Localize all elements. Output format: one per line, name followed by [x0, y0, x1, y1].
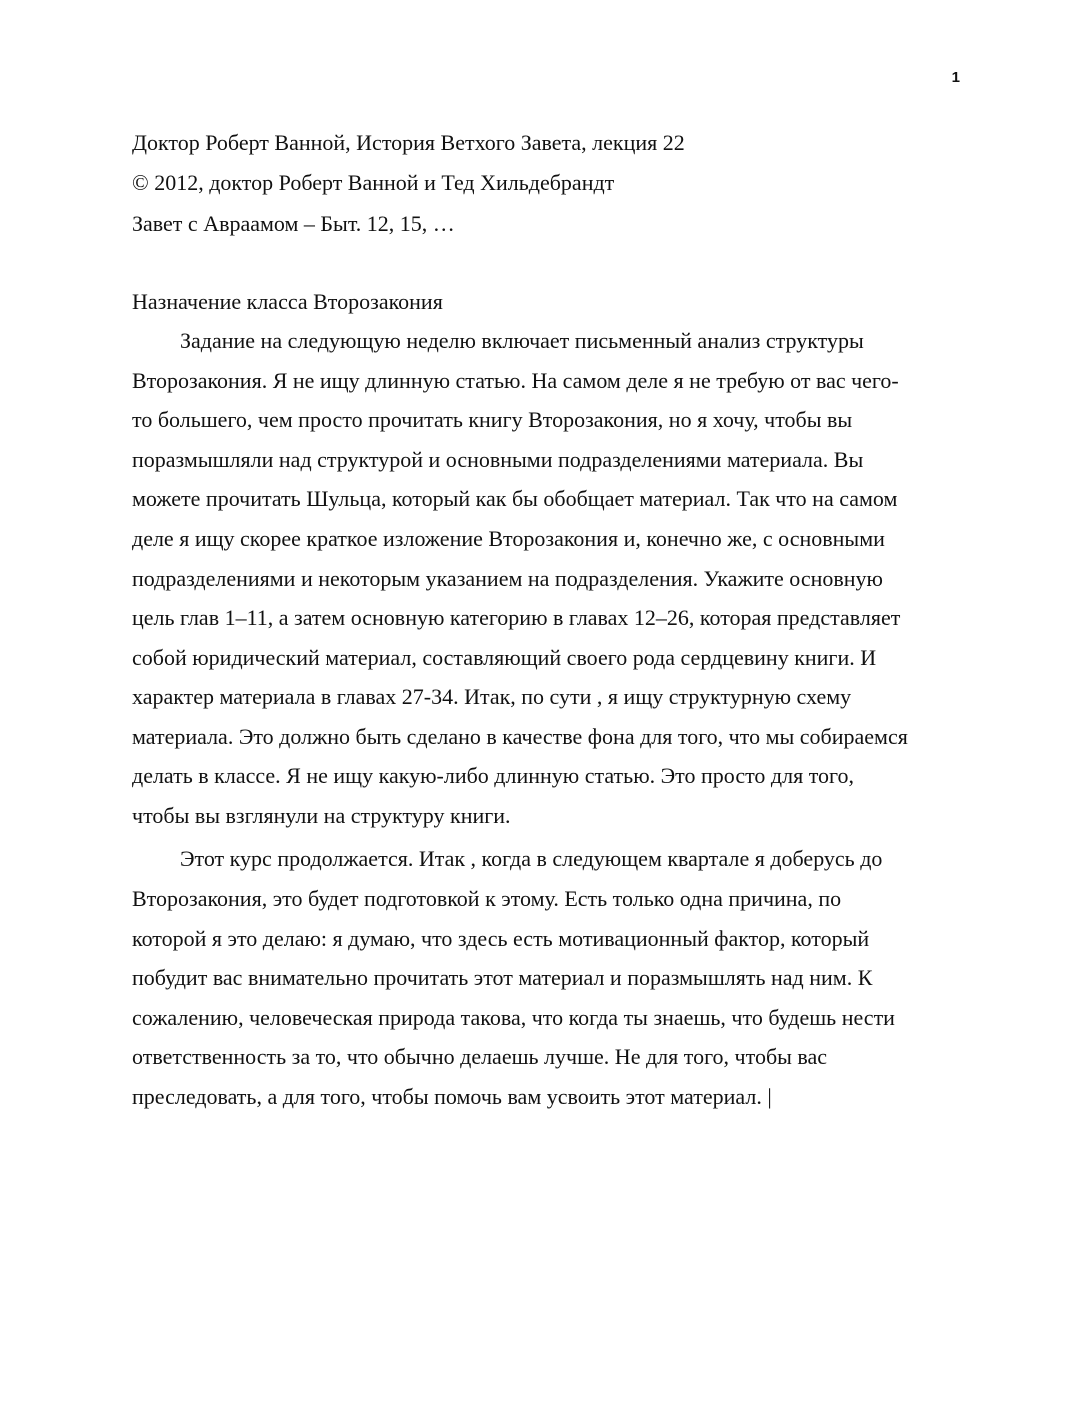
paragraph-line: то большего, чем просто прочитать книгу Второзакония, но я хочу, чтобы вы [132, 407, 853, 432]
paragraph-line: сожалению, человеческая природа такова, что когда ты знаешь, что будешь нести [132, 1005, 895, 1030]
paragraph-line: Второзакония. Я не ищу длинную статью. На самом деле я не требую от вас чего- [132, 368, 899, 393]
paragraph-line: делать в классе. Я не ищу какую-либо длинную статью. Это просто для того, [132, 763, 854, 788]
header-line-copyright: © 2012, доктор Роберт Ванной и Тед Хильдебрандт [132, 170, 615, 195]
paragraph-line: можете прочитать Шульца, который как бы обобщает материал. Так что на самом [132, 486, 898, 511]
paragraph-line: характер материала в главах 27-34. Итак, по сути , я ищу структурную схему [132, 684, 852, 709]
paragraph-line: подразделениями и некоторым указанием на подразделения. Укажите основную [132, 566, 883, 591]
paragraph-line: преследовать, а для того, чтобы помочь вам усвоить этот материал. | [132, 1084, 772, 1109]
page-number: 1 [951, 69, 960, 86]
paragraph-line: собой юридический материал, составляющий своего рода сердцевину книги. И [132, 645, 877, 670]
paragraph-line: материала. Это должно быть сделано в качестве фона для того, что мы собираемся [132, 724, 908, 749]
paragraph-line: Задание на следующую неделю включает письменный анализ структуры [180, 328, 864, 353]
paragraph-line: ответственность за то, что обычно делаешь лучше. Не для того, чтобы вас [132, 1044, 828, 1069]
paragraph-line: поразмышляли над структурой и основными подразделениями материала. Вы [132, 447, 864, 472]
section-heading: Назначение класса Второзакония [132, 289, 443, 314]
paragraph-line: которой я это делаю: я думаю, что здесь есть мотивационный фактор, который [132, 926, 870, 951]
header-line-subtitle: Завет с Авраамом – Быт. 12, 15, … [132, 211, 455, 236]
paragraph-line: побудит вас внимательно прочитать этот материал и поразмышлять над ним. К [132, 965, 873, 990]
header-line-title: Доктор Роберт Ванной, История Ветхого Завета, лекция 22 [132, 130, 685, 155]
paragraph-line: цель глав 1–11, а затем основную категорию в главах 12–26, которая представляет [132, 605, 901, 630]
paragraph-line: чтобы вы взглянули на структуру книги. [132, 803, 511, 828]
paragraph-line: Этот курс продолжается. Итак , когда в следующем квартале я доберусь до [180, 846, 883, 871]
paragraph-line: Второзакония, это будет подготовкой к этому. Есть только одна причина, по [132, 886, 842, 911]
paragraph-line: деле я ищу скорее краткое изложение Второзакония и, конечно же, с основными [132, 526, 885, 551]
